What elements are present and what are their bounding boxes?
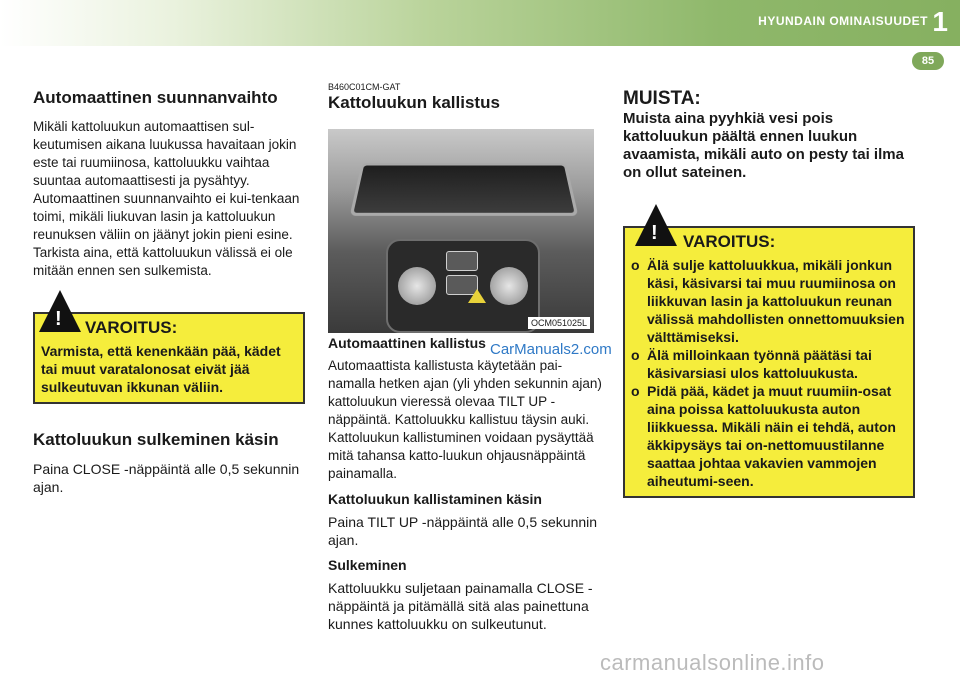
page-number: 85 — [912, 52, 944, 70]
heading-manual-close: Kattoluukun sulkeminen käsin — [33, 430, 279, 449]
open-button-graphic — [446, 251, 478, 271]
warning-item-3 — [631, 382, 907, 490]
paragraph-auto-reverse-2: Automaattinen suunnanvaihto ei kui-tenkaan toimi, mikäli liukuvan lasin ja kattoluukun reunuksen väliin on jäänyt jokin pieni esine. Tarkista aina, että kattoluukun välissä ei ole mitään ennen sen sulkemista. — [33, 191, 300, 278]
column-1 — [33, 80, 305, 496]
heading-remember: MUISTA: — [623, 88, 701, 109]
arrow-up-icon — [468, 289, 486, 303]
warning-text-1: Varmista, että kenenkään pää, kädet tai muut varatalonosat eivät jää sulkeutuvan ikkunan väliin. — [41, 343, 281, 395]
overhead-console — [386, 239, 540, 333]
warning-item-1 — [631, 256, 907, 346]
map-lamp-right — [490, 267, 528, 305]
warning-title-2: VAROITUS: — [683, 232, 776, 251]
warning-box-2 — [623, 226, 915, 498]
sunroof-photo — [328, 129, 594, 333]
section-title: HYUNDAIN OMINAISUUDET — [758, 14, 928, 28]
photo-code: OCM051025L — [528, 317, 590, 329]
map-lamp-left — [398, 267, 436, 305]
paragraph-auto-reverse-1: Mikäli kattoluukun automaattisen sul-keutumisen aikana luukussa havaitaan jokin este tai ruumiinosa, kattoluukku vaihtaa suuntaa automaattisesti ja pysähtyy. — [33, 119, 297, 188]
document-code: B460C01CM-GAT — [328, 82, 401, 92]
warning-list — [625, 252, 913, 496]
paragraph-auto-tilt: Automaattista kallistusta käytetään pai-namalla hetken ajan (yli yhden sekunnin ajan) kattoluukun vieressä olevaa TILT UP -näppäintä. Kattoluukku kallistuu täysin auki. Kattoluukun kallistuminen voidaan pysäyttää mitä tahansa katto-luukun ohjausnäppäintä painamalla. — [328, 358, 602, 481]
heading-auto-reverse: Automaattinen suunnanvaihto — [33, 88, 278, 107]
section-number: 1 — [932, 6, 948, 37]
warning-title-1: VAROITUS: — [85, 318, 178, 337]
watermark-large: carmanualsonline.info — [600, 650, 825, 675]
subheading-closing: Sulkeminen — [328, 557, 407, 573]
sunroof-glass — [350, 163, 579, 216]
exclamation-icon: ! — [651, 222, 658, 244]
warning-block-2 — [623, 222, 915, 498]
remember-note: Muista aina pyyhkiä vesi pois kattoluukun päältä ennen luukun avaamista, mikäli auto on pesty tai ilma on ollut sateinen. — [623, 110, 904, 181]
warning-block-1 — [33, 308, 305, 404]
warning-item-2 — [631, 346, 907, 382]
subheading-auto-tilt: Automaattinen kallistus — [328, 335, 486, 351]
subheading-manual-tilt: Kattoluukun kallistaminen käsin — [328, 491, 542, 507]
column-3 — [623, 80, 915, 498]
paragraph-manual-tilt: Paina TILT UP -näppäintä alle 0,5 sekunnin ajan. — [328, 514, 598, 548]
bullet: o — [631, 257, 640, 273]
bullet: o — [631, 383, 640, 399]
watermark-small: CarManuals2.com — [490, 341, 612, 358]
warning-item-1-text: Älä sulje kattoluukkua, mikäli jonkun käsi, käsivarsi tai muu ruumiinosa on liikkuvan lasin ja kattoluukun reunan välissä mahdollisten onnettomuuksien välttämiseksi. — [647, 257, 905, 345]
paragraph-manual-close: Paina CLOSE -näppäintä alle 0,5 sekunnin ajan. — [33, 461, 300, 495]
heading-tilt: Kattoluukun kallistus — [328, 93, 500, 112]
paragraph-closing: Kattoluukku suljetaan painamalla CLOSE -näppäintä ja pitämällä sitä alas painettuna kunnes kattoluukku on sulkeutunut. — [328, 580, 593, 632]
warning-item-2-text: Älä milloinkaan työnnä päätäsi tai käsivarsiasi ulos kattoluukusta. — [647, 347, 872, 381]
warning-item-3-text: Pidä pää, kädet ja muut ruumiin-osat aina poissa kattoluukusta auton liikkuessa. Mikäli näin ei tehdä, auton äkkipysäys tai on-nettomuustilanne saattaa johtaa vakavien vammojen aiheutumi-seen. — [647, 383, 896, 489]
bullet: o — [631, 347, 640, 363]
exclamation-icon: ! — [55, 308, 62, 330]
